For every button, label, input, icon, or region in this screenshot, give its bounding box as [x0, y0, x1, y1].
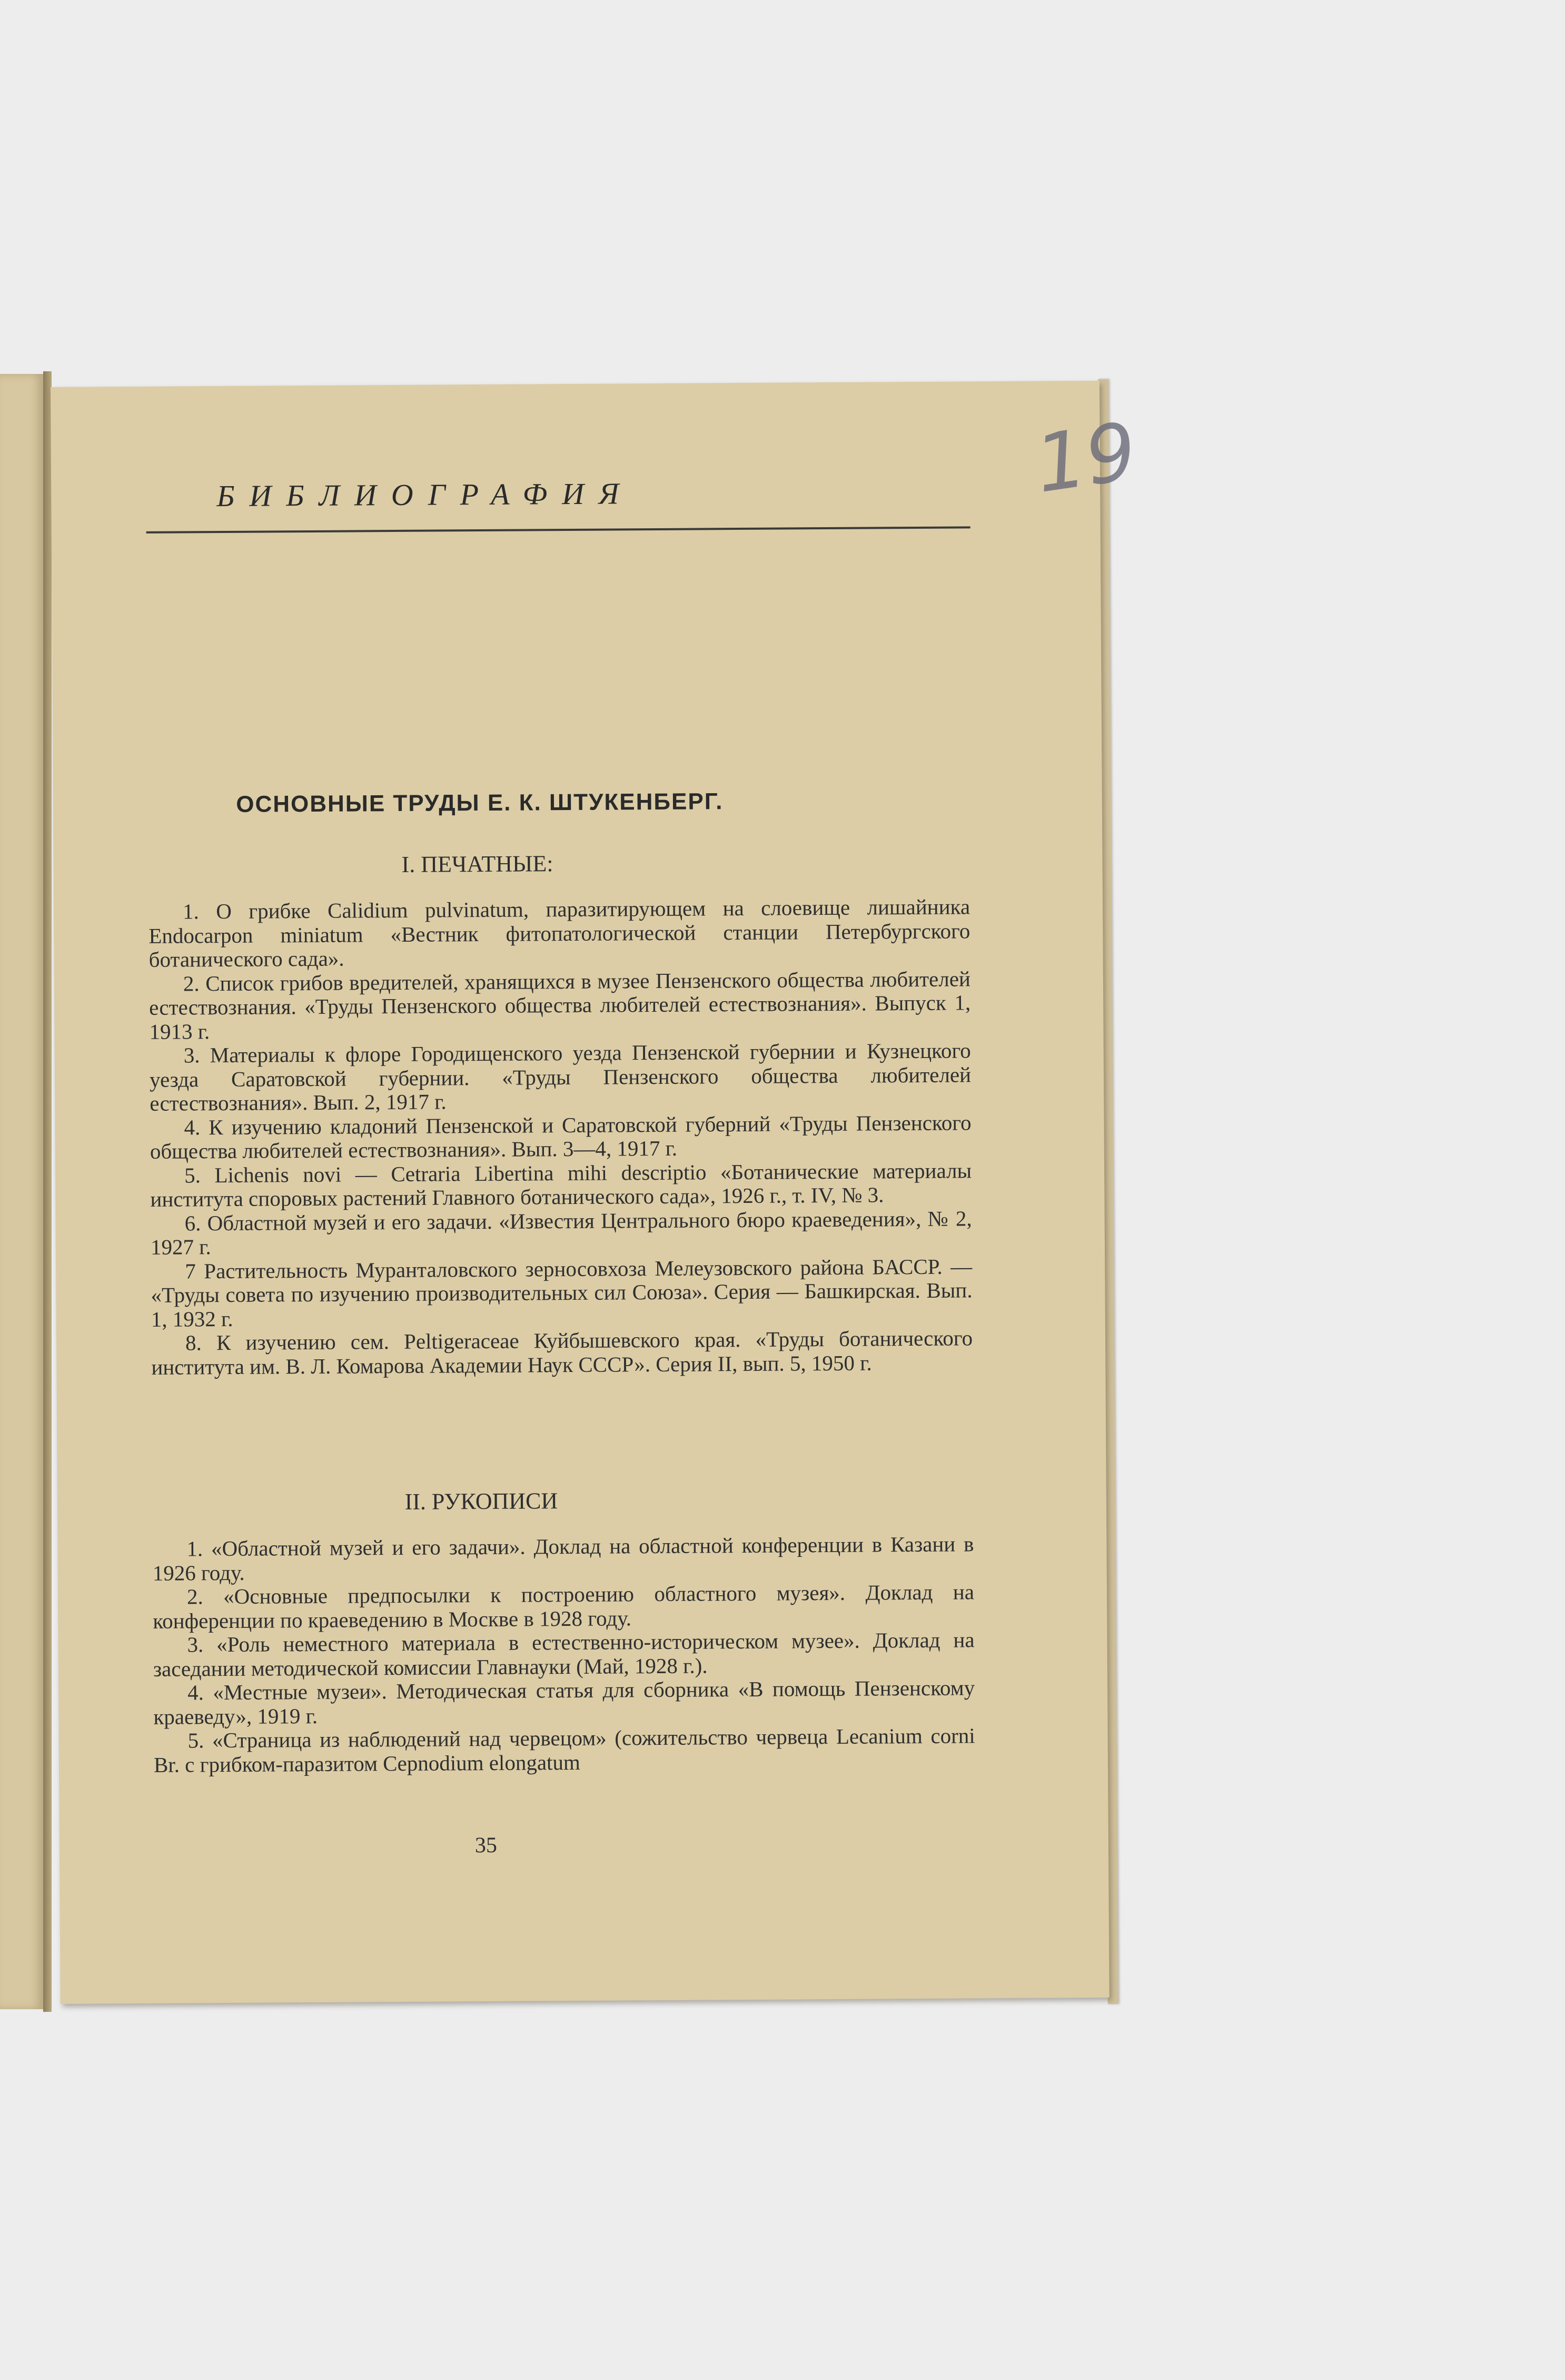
heading-divider: [146, 526, 970, 534]
list-item: 5. Lichenis novi — Cetraria Libertina mihi descriptio «Ботанические материалы института споровых растений Главного ботанического сада», 1926 г., т. IV, № 3.: [150, 1158, 972, 1211]
printed-works-heading: I. ПЕЧАТНЫЕ:: [401, 851, 553, 877]
list-item: 8. К изучению сем. Peltigeraceae Куйбышевского края. «Труды ботанического института им. В. Л. Комарова Академии Наук СССР». Серия II, вып. 5, 1950 г.: [151, 1326, 973, 1379]
facing-page-edge: [0, 374, 44, 2009]
list-item: 6. Областной музей и его задачи. «Известия Центрального бюро краеведения», № 2, 1927 г.: [150, 1206, 972, 1259]
document-page: [51, 381, 1143, 2004]
list-item: 4. К изучению кладоний Пензенской и Саратовской губерний «Труды Пензенского общества любителей естествознания». Вып. 3—4, 1917 г.: [150, 1110, 972, 1163]
handwritten-folio-number: 19: [1029, 406, 1143, 511]
section-heading: БИБЛИОГРАФИЯ: [216, 476, 634, 513]
list-item: 2. «Основные предпосылки к построению областного музея». Доклад на конференции по краеведению в Москве в 1928 году.: [153, 1579, 975, 1633]
list-item: 3. «Роль неместного материала в естественно-историческом музее». Доклад на заседании методической комиссии Главнауки (Май, 1928 г.).: [153, 1627, 975, 1681]
manuscripts-list: [152, 1532, 975, 1777]
list-item: 4. «Местные музеи». Методическая статья для сборника «В помощь Пензенскому краеведу», 1919 г.: [153, 1675, 975, 1729]
list-item: 3. Материалы к флоре Городищенского уезда Пензенской губернии и Кузнецкого уезда Саратовской губернии. «Труды Пензенского общества любителей естествознания». Вып. 2, 1917 г.: [149, 1038, 972, 1115]
list-item: 2. Список грибов вредителей, хранящихся в музее Пензенского общества любителей естествознания. «Труды Пензенского общества любителей естествознания». Выпуск 1, 1913 г.: [149, 966, 971, 1044]
book-gutter: [43, 371, 52, 2012]
page-number: 35: [474, 1833, 498, 1858]
list-item: 1. О грибке Calidium pulvinatum, паразитирующем на слоевище лишайника Endocarpon miniatum «Вестник фитопатологической станции Петербургского ботанического сада».: [148, 894, 970, 972]
printed-works-list: [148, 895, 973, 1379]
list-item: 5. «Страница из наблюдений над червецом» (сожительство червеца Lecanium corni Br. с грибком-паразитом Cepnodium elongatum: [153, 1723, 975, 1777]
list-item: 1. «Областной музей и его задачи». Доклад на областной конференции в Казани в 1926 году.: [152, 1532, 974, 1585]
page-title: ОСНОВНЫЕ ТРУДЫ Е. К. ШТУКЕНБЕРГ.: [236, 788, 724, 817]
list-item: 7 Растительность Муранталовского зерносовхоза Мелеузовского района БАССР. — «Труды совета по изучению производительных сил Союза». Серия — Башкирская. Вып. 1, 1932 г.: [151, 1253, 973, 1331]
manuscripts-heading: II. РУКОПИСИ: [404, 1488, 558, 1515]
